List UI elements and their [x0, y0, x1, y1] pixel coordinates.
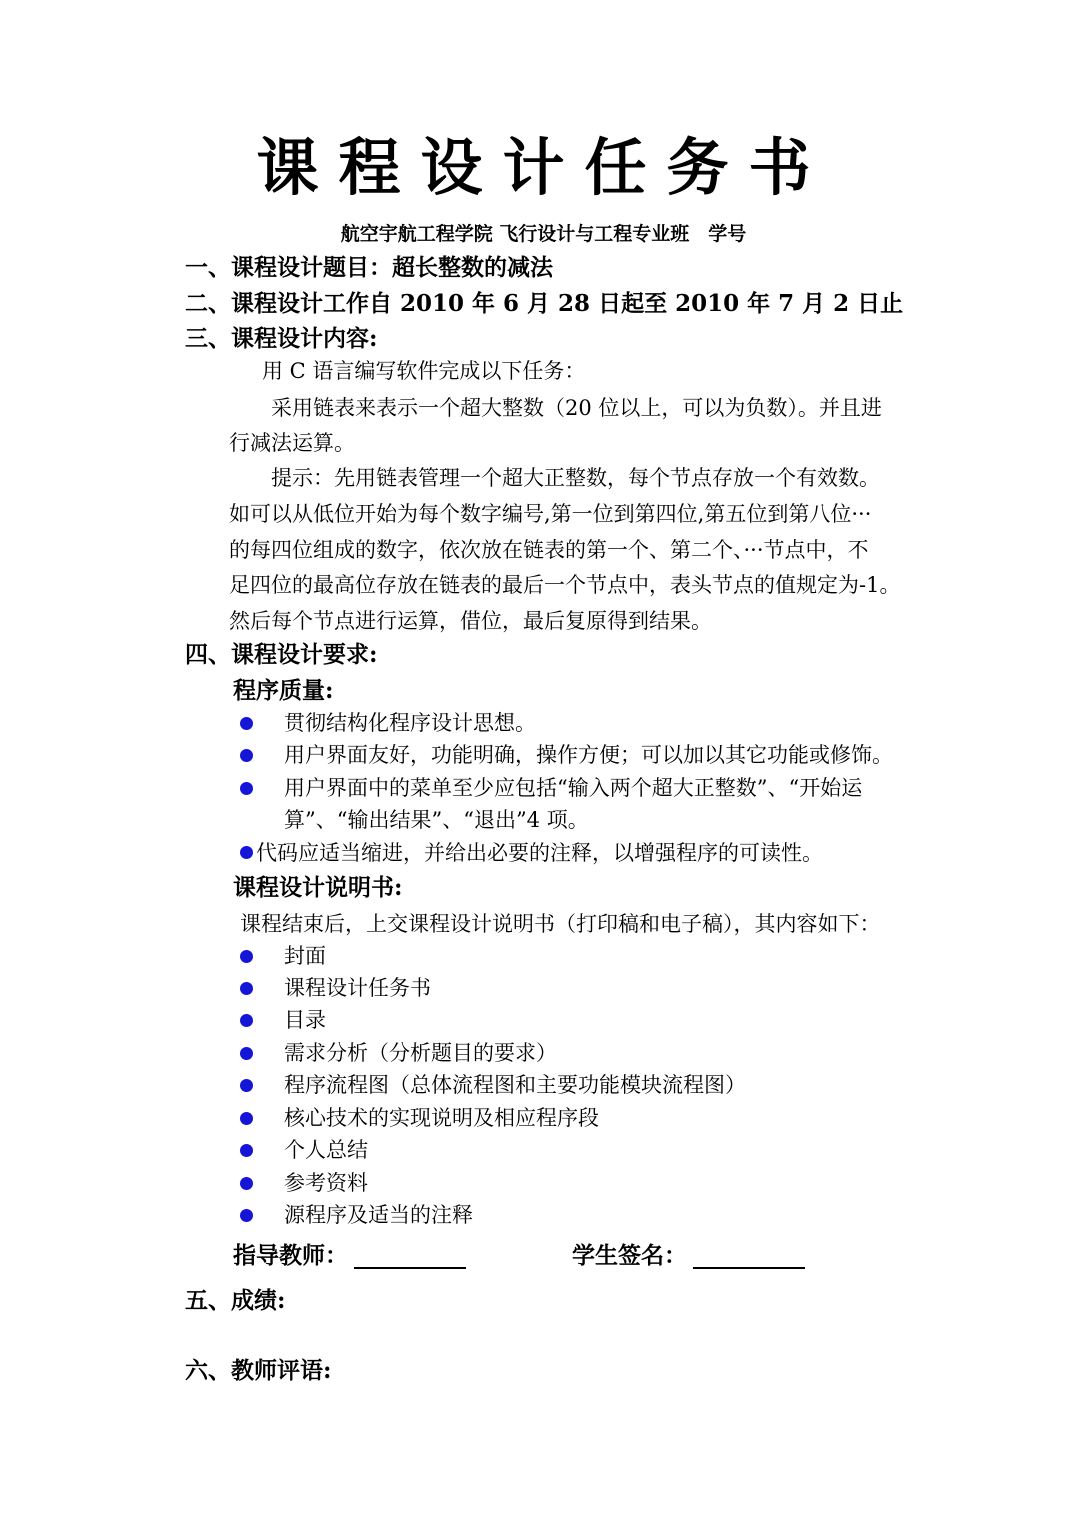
manual-item-text: 个人总结 [284, 1138, 368, 1162]
section-5-heading: 五、成绩: [185, 1287, 286, 1314]
manual-item-text: 目录 [284, 1008, 326, 1032]
section-6-heading: 六、教师评语: [185, 1357, 332, 1384]
teacher-signature [233, 1241, 466, 1271]
student-signature [572, 1241, 805, 1271]
teacher-signature-blank[interactable] [354, 1243, 466, 1269]
bullet-icon [240, 1177, 253, 1190]
bullet-icon [240, 782, 253, 795]
manual-heading: 课程设计说明书: [233, 874, 403, 901]
hint-line: 的每四位组成的数字，依次放在链表的第一个、第二个、···节点中，不 [229, 538, 869, 562]
quality-item-text: 用户界面中的菜单至少应包括“输入两个超大正整数”、“开始运 [284, 776, 863, 800]
content-paragraph-line: 行减法运算。 [229, 431, 355, 455]
section-3-heading: 三、课程设计内容: [185, 325, 378, 352]
quality-item-continuation: 算”、“输出结果”、“退出”4 项。 [284, 808, 589, 832]
student-signature-blank[interactable] [693, 1243, 805, 1269]
bullet-icon [240, 846, 253, 859]
student-signature-label: 学生签名： [572, 1242, 687, 1269]
bullet-icon [240, 1112, 253, 1125]
manual-item-text: 需求分析（分析题目的要求） [284, 1041, 557, 1065]
quality-item-text: 贯彻结构化程序设计思想。 [284, 711, 536, 735]
bullet-icon [240, 950, 253, 963]
quality-heading: 程序质量: [233, 677, 334, 704]
teacher-signature-label: 指导教师： [233, 1242, 348, 1269]
manual-item-text: 源程序及适当的注释 [284, 1203, 473, 1227]
bullet-icon [240, 1144, 253, 1157]
bullet-icon [240, 717, 253, 730]
hint-line: 足四位的最高位存放在链表的最后一个节点中，表头节点的值规定为-1。 [229, 573, 901, 597]
manual-item-text: 课程设计任务书 [284, 976, 431, 1000]
section-4-heading: 四、课程设计要求: [185, 641, 378, 668]
manual-item-text: 核心技术的实现说明及相应程序段 [284, 1106, 599, 1130]
bullet-icon [240, 982, 253, 995]
bullet-icon [240, 749, 253, 762]
bullet-icon [240, 1047, 253, 1060]
bullet-icon [240, 1014, 253, 1027]
hint-line: 如可以从低位开始为每个数字编号,第一位到第四位,第五位到第八位··· [229, 502, 872, 526]
page-title: 课程设计任务书 [256, 131, 831, 204]
section-1-heading: 一、课程设计题目：超长整数的减法 [185, 254, 553, 281]
bullet-icon [240, 1079, 253, 1092]
hint-line: 提示：先用链表管理一个超大正整数，每个节点存放一个有效数。 [271, 466, 880, 490]
content-paragraph-line: 采用链表来表示一个超大整数（20 位以上，可以为负数）。并且进 [271, 396, 882, 420]
manual-intro: 课程结束后，上交课程设计说明书（打印稿和电子稿），其内容如下： [240, 912, 881, 936]
manual-item-text: 参考资料 [284, 1171, 368, 1195]
section-2-heading: 二、课程设计工作自 2010 年 6 月 28 日起至 2010 年 7 月 2 日止 [185, 290, 904, 317]
manual-item-text: 程序流程图（总体流程图和主要功能模块流程图） [284, 1073, 746, 1097]
manual-item-text: 封面 [284, 944, 326, 968]
page-subtitle: 航空宇航工程学院 飞行设计与工程专业班 学号 [340, 223, 747, 245]
quality-item-text: 代码应适当缩进，并给出必要的注释，以增强程序的可读性。 [256, 841, 823, 865]
hint-line: 然后每个节点进行运算，借位，最后复原得到结果。 [229, 609, 712, 633]
bullet-icon [240, 1209, 253, 1222]
quality-list-item-inline [240, 838, 823, 868]
quality-item-text: 用户界面友好，功能明确，操作方便；可以加以其它功能或修饰。 [284, 743, 893, 767]
content-line: 用 C 语言编写软件完成以下任务： [262, 359, 586, 383]
